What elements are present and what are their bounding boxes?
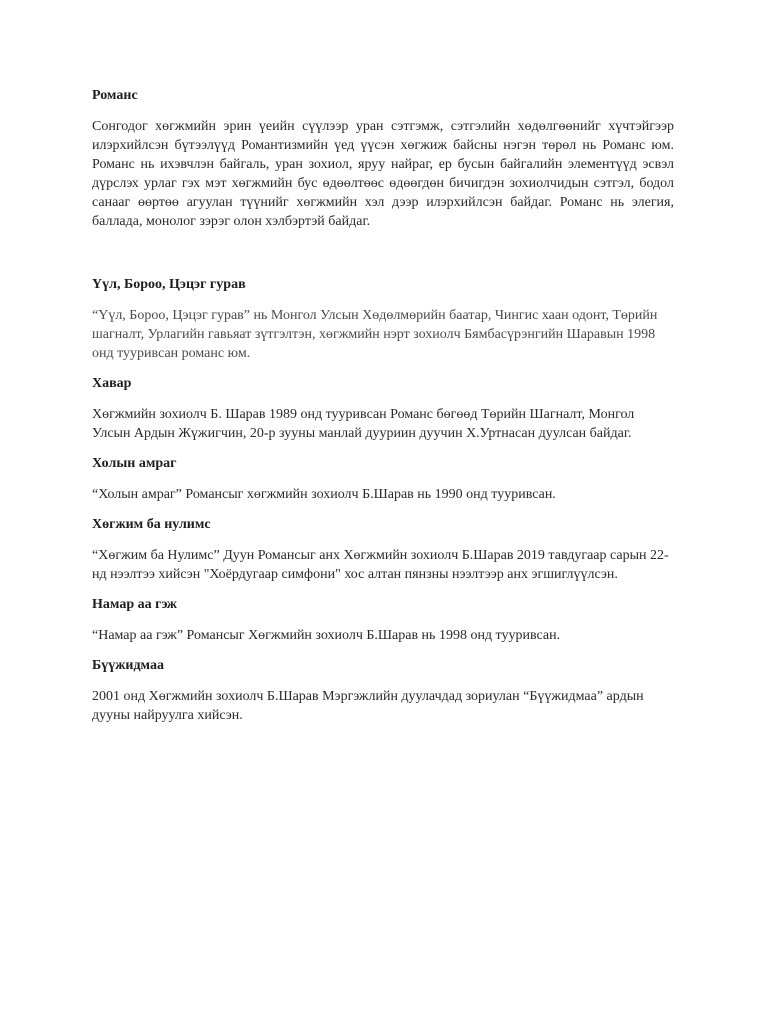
document-page [92, 86, 674, 725]
section-heading-cloud-rain-flower: Үүл, Бороо, Цэцэг гурав [92, 277, 246, 292]
section-body-autumn: “Намар аа гэж” Романсыг Хөгжмийн зохиолч Б.Шарав нь 1998 онд тууривсан. [92, 628, 561, 643]
section-body-romance: Сонгодог хөгжмийн эрин үеийн сүүлээр уран сэтгэмж, сэтгэлийн хөдөлгөөнийг хүчтэйгээр илэрхийлсэн бүтээлүүд Романтизмийн үед үүсэн хөгжиж байсны нэгэн төрөл нь Романс юм. Романс нь ихэвчлэн байгаль, уран зохиол, яруу найраг, ер бусын байгалийн элементүүд эсвэл дүрслэх урлаг гэх мэт хөгжмийн бус өдөөлтөөс өдөөгдөн бичигдэн зохиолчидын сэтгэл, бодол санааг өөртөө агуулан түүнийг хөгжмийн хэл дээр илэрхийлсэн байдаг. Романс нь элегия, баллада, монолог зэрэг олон хэлбэртэй байдаг. [92, 119, 674, 229]
section-heading-autumn: Намар аа гэж [92, 597, 177, 612]
section-heading-romance: Романс [92, 88, 138, 103]
section-heading-buujidmaa: Бүүжидмаа [92, 658, 164, 673]
section-body-cloud-rain-flower: “Үүл, Бороо, Цэцэг гурав” нь Монгол Улсын Хөдөлмөрийн баатар, Чингис хаан одонт, Төрийн шагналт, Урлагийн гавьяат зүтгэлтэн, хөгжмийн нэрт зохиолч Бямбасүрэнгийн Шаравын 1998 онд тууривсан романс юм. [92, 308, 658, 361]
section-heading-spring: Хавар [92, 376, 132, 391]
section-heading-distant-love: Холын амраг [92, 456, 177, 471]
section-heading-music-tears: Хөгжим ба нулимс [92, 517, 211, 532]
section-body-music-tears: “Хөгжим ба Нулимс” Дуун Романсыг анх Хөгжмийн зохиолч Б.Шарав 2019 тавдугаар сарын 22-нд нээлтээ хийсэн "Хоёрдугаар симфони" хос алтан пянзны нээлтээр анх эгшиглүүлсэн. [92, 548, 669, 582]
section-body-distant-love: “Холын амраг” Романсыг хөгжмийн зохиолч Б.Шарав нь 1990 онд тууривсан. [92, 487, 556, 502]
section-body-spring: Хөгжмийн зохиолч Б. Шарав 1989 онд тууривсан Романс бөгөөд Төрийн Шагналт, Монгол Улсын Ардын Жүжигчин, 20-р зууны манлай дууриин дуучин Х.Уртнасан дуулсан байдаг. [92, 407, 635, 441]
section-body-buujidmaa: 2001 онд Хөгжмийн зохиолч Б.Шарав Мэргэжлийн дуулачдад зориулан “Бүүжидмаа” ардын дууны найруулга хийсэн. [92, 689, 644, 723]
